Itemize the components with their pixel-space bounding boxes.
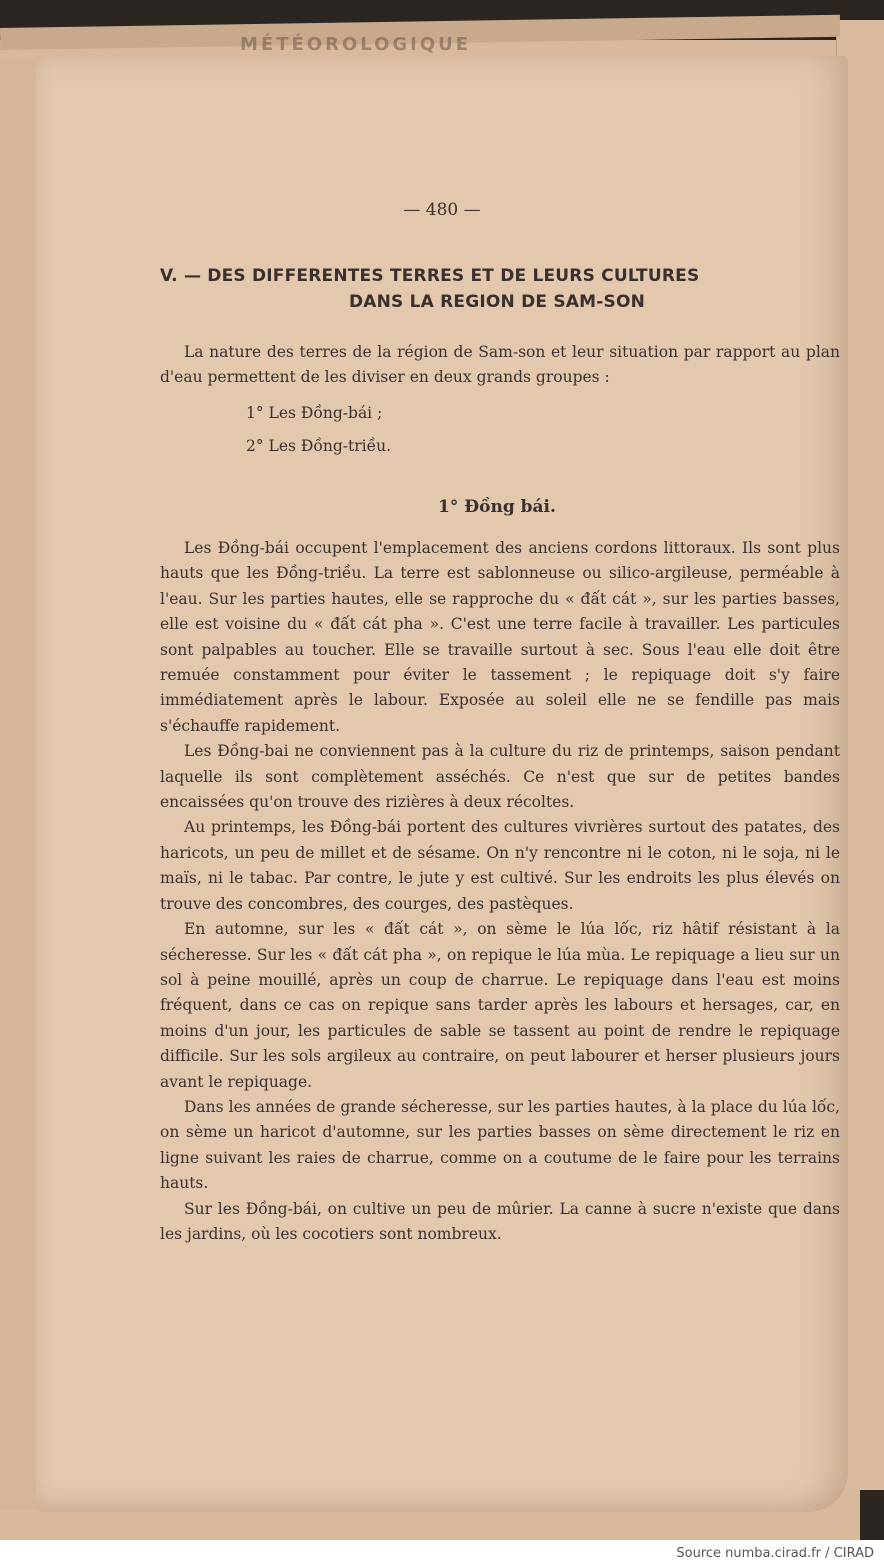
paragraph-6: Sur les Đồng-bái, on cultive un peu de mûrier. La canne à sucre n'existe que dans les jardins, où les cocotiers sont nombreux. [160,1199,840,1243]
paragraph-3: Au printemps, les Đồng-bái portent des cultures vivrières surtout des patates, des haricots, un peu de millet et de sésame. On n'y rencontre ni le coton, ni le soja, ni le maïs, ni le tabac. Par contre, le jute y est cultivé. Sur les endroits les plus élevés on trouve des concombres, des courges, des pastèques. [160,818,840,913]
chapter-title-line2: DANS LA REGION DE SAM-SON [348,292,646,312]
list-item-1: 1° Les Đồng-bái ; [246,404,383,422]
paragraph-5: Dans les années de grande sécheresse, sur les parties hautes, à la place du lúa lốc, on sème un haricot d'automne, sur les parties basses on sème directement le riz en ligne suivant les raies de charrue, comme on a coutume de le faire pour les terrains hauts. [160,1097,840,1193]
running-header: MÉTÉOROLOGIQUE [240,34,472,55]
section-title: 1° Đồng bái. [438,497,556,517]
list-item-2: 2° Les Đồng-triều. [246,437,392,455]
page-number: — 480 — [403,200,481,220]
intro-text: La nature des terres de la région de Sam-son et leur situation par rapport au plan d'eau permettent de les diviser en deux grands groupes : [160,343,840,387]
paragraph-1: Les Đồng-bái occupent l'emplacement des anciens cordons littoraux. Ils sont plus hauts que les Đồng-triều. La terre est sablonneuse ou silico-argileuse, perméable à l'eau. Sur les parties hautes, elle se rapproche du « đất cát », sur les parties basses, elle est voisine du « đất cát pha ». C'est une terre facile à travailler. Les particules sont palpables au toucher. Elle se travaille surtout à sec. Sous l'eau elle doit être remuée constamment pour éviter le tassement ; le repiquage doit s'y faire immédiatement après le labour. Exposée au soleil elle ne se fendille pas mais s'échauffe rapidement. [160,539,840,735]
paragraph-2: Les Đồng-bai ne conviennent pas à la culture du riz de printemps, saison pendant laquelle ils sont complètement asséchés. Ce n'est que sur de petites bandes encaissées qu'on trouve des rizières à deux récoltes. [160,742,840,812]
body-paragraphs [160,536,840,1247]
intro-paragraph [160,340,840,391]
paragraph-4: En automne, sur les « đất cát », on sème le lúa lốc, riz hâtif résistant à la sécheresse. Sur les « đất cát pha », on repique le lúa mùa. Le repiquage a lieu sur un sol à peine mouillé, après un coup de charrue. Le repiquage dans l'eau est moins fréquent, dans ce cas on repique sans tarder après les labours et hersages, car, en moins d'un jour, les particules de sable se tassent au point de rendre le repiquage difficile. Sur les sols argileux au contraire, on peut labourer et herser plusieurs jours avant le repiquage. [160,920,840,1091]
source-credit: Source numba.cirad.fr / CIRAD [676,1546,874,1561]
chapter-title-line1: V. — DES DIFFERENTES TERRES ET DE LEURS CULTURES [160,266,700,286]
